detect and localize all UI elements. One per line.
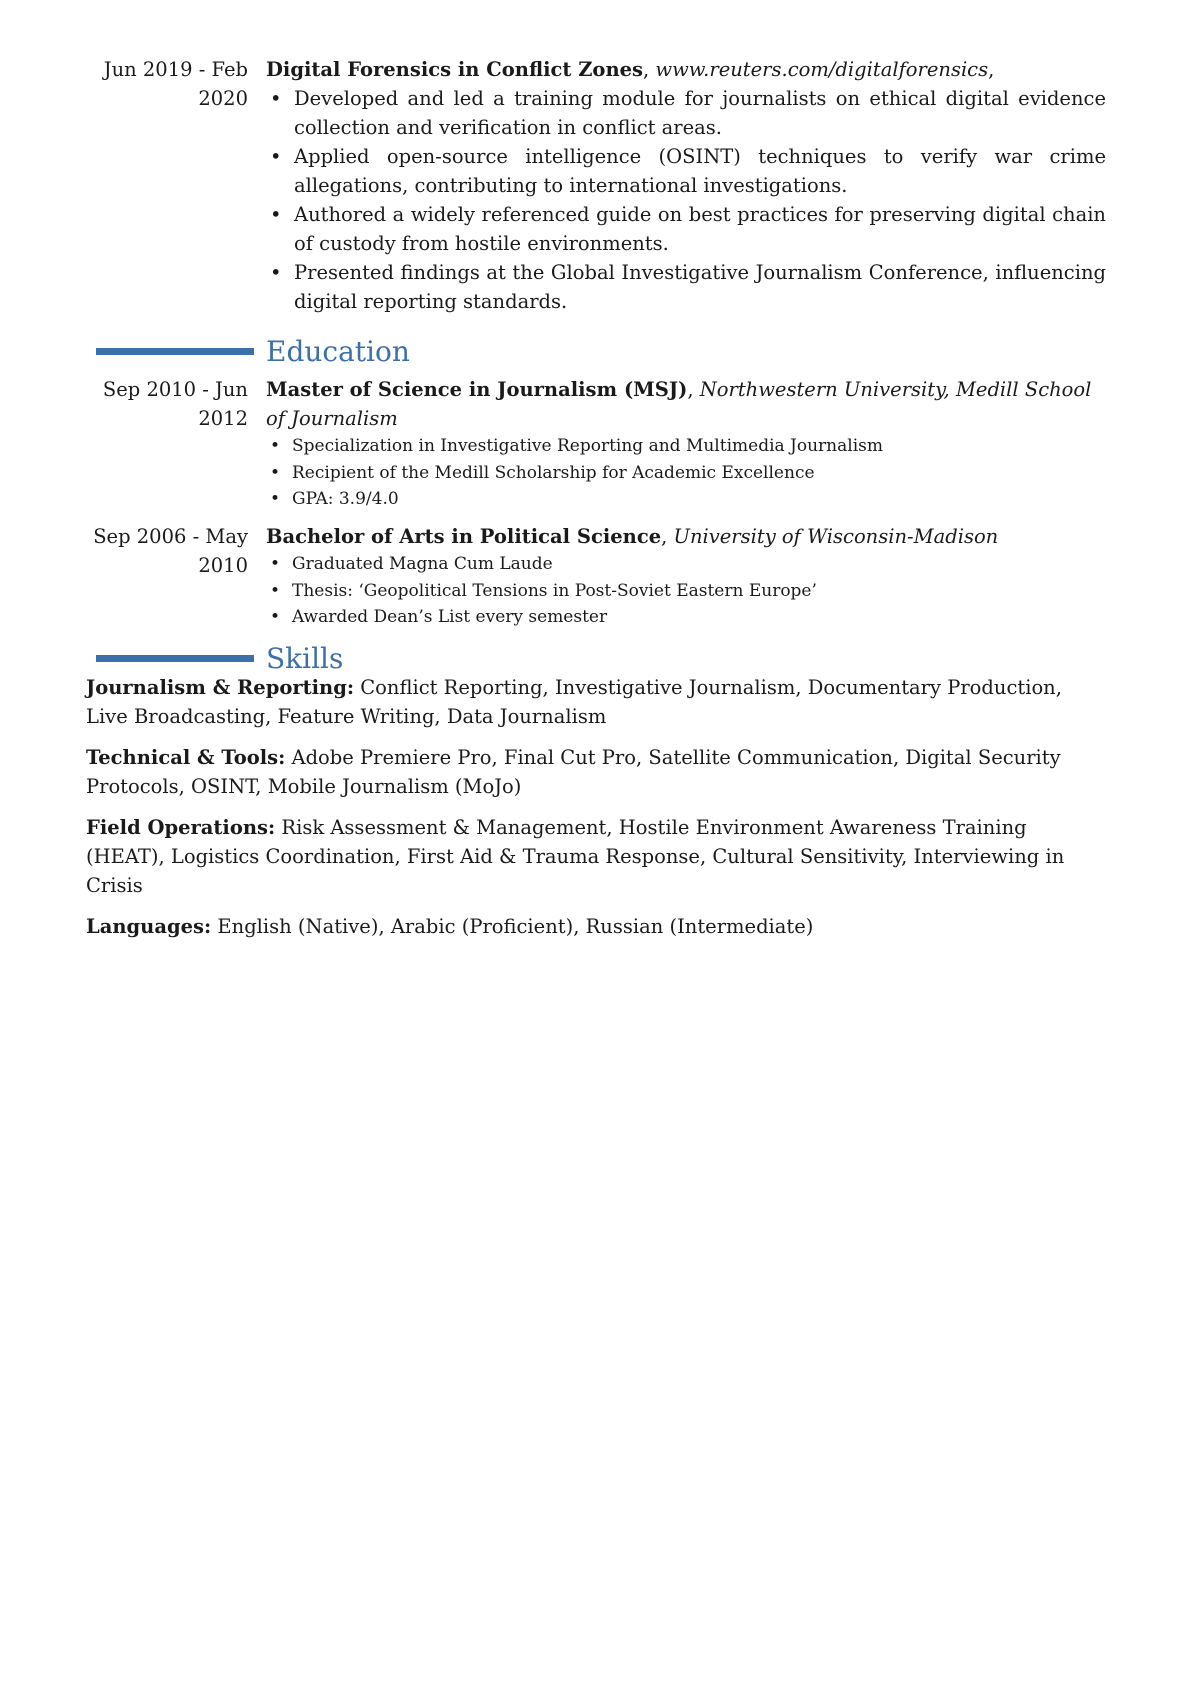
education-date (60, 375, 248, 433)
experience-bullet: • Applied open-source intelligence (OSINT) techniques to verify war crime allegations, contributing to international investigations. (266, 142, 1106, 200)
education-heading: Education (266, 335, 410, 368)
education-accent-bar (96, 348, 254, 355)
skills-accent-bar (96, 655, 254, 662)
skill-category-items: Adobe Premiere Pro, Final Cut Pro, Satellite Communication, Digital Security Protocols, OSINT, Mobile Journalism (MoJo) (86, 746, 1061, 798)
education-bullet: • Thesis: ‘Geopolitical Tensions in Post-Soviet Eastern Europe’ (266, 578, 1106, 605)
experience-separator: , (643, 58, 656, 81)
education-bullet: • GPA: 3.9/4.0 (266, 486, 1106, 513)
skill-category-items: Risk Assessment & Management, Hostile Environment Awareness Training (HEAT), Logistics Coordination, First Aid & Trauma Response, Cultural Sensitivity, Interviewing in Crisis (86, 816, 1065, 897)
school-name: University of Wisconsin-Madison (673, 525, 999, 548)
skills-heading: Skills (266, 642, 344, 675)
skill-row (86, 673, 1106, 731)
skill-category-items: Conflict Reporting, Investigative Journalism, Documentary Production, Live Broadcasting, Feature Writing, Data Journalism (86, 676, 1062, 728)
degree-separator: , (661, 525, 674, 548)
education-date-start: Sep 2006 - May (93, 525, 248, 548)
skill-row (86, 743, 1106, 801)
skill-row (86, 813, 1106, 900)
education-bullet: • Graduated Magna Cum Laude (266, 551, 1106, 578)
experience-title: Digital Forensics in Conflict Zones (266, 58, 644, 81)
education-bullet: • Awarded Dean’s List every semester (266, 604, 1106, 631)
degree-title: Bachelor of Arts in Political Science (266, 525, 662, 548)
education-date-start: Sep 2010 - Jun (102, 378, 248, 401)
education-title-line (266, 522, 1106, 551)
experience-bullet-list (266, 84, 1106, 316)
experience-date-start: Jun 2019 - Feb (103, 58, 248, 81)
degree-separator: , (687, 378, 700, 401)
experience-bullet: • Presented findings at the Global Investigative Journalism Conference, influencing digital reporting standards. (266, 258, 1106, 316)
education-bullet-list (266, 433, 1106, 513)
experience-date-end: 2020 (198, 87, 248, 110)
education-date (60, 522, 248, 580)
degree-title: Master of Science in Journalism (MSJ) (266, 378, 688, 401)
skill-category-items: English (Native), Arabic (Proficient), Russian (Intermediate) (211, 915, 814, 938)
education-bullet-list (266, 551, 1106, 631)
education-bullet: • Recipient of the Medill Scholarship for Academic Excellence (266, 460, 1106, 487)
education-body (266, 522, 1106, 631)
education-date-end: 2012 (198, 407, 248, 430)
skill-category-label: Languages: (86, 915, 212, 938)
skill-category-label: Technical & Tools: (86, 746, 286, 769)
skill-category-label: Field Operations: (86, 816, 276, 839)
education-title-line (266, 375, 1106, 433)
experience-date (60, 55, 248, 113)
experience-url-link[interactable]: www.reuters.com/digitalforensics (655, 58, 989, 81)
education-date-end: 2010 (198, 554, 248, 577)
education-body (266, 375, 1106, 513)
experience-trailing-comma: , (988, 58, 995, 81)
experience-body (266, 55, 1106, 316)
skill-category-label: Journalism & Reporting: (86, 676, 355, 699)
skills-list (86, 673, 1106, 953)
skill-row (86, 912, 1106, 941)
education-section-header (0, 334, 1190, 374)
experience-title-line (266, 55, 1106, 84)
school-name: Northwestern University, Medill School of Journalism (266, 378, 1092, 430)
education-bullet: • Specialization in Investigative Reporting and Multimedia Journalism (266, 433, 1106, 460)
experience-bullet: • Developed and led a training module for journalists on ethical digital evidence collection and verification in conflict areas. (266, 84, 1106, 142)
experience-bullet: • Authored a widely referenced guide on best practices for preserving digital chain of custody from hostile environments. (266, 200, 1106, 258)
